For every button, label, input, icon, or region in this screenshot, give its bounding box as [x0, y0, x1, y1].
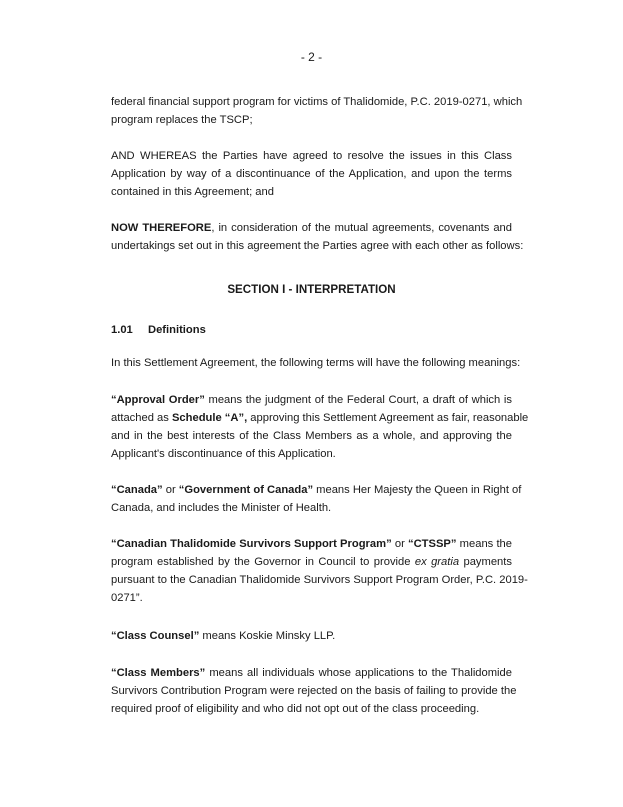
- paragraph-3-line-2: undertakings set out in this agreement the Parties agree with each other as follows:: [111, 240, 524, 252]
- term-ctssp: “CTSSP”: [408, 538, 457, 550]
- subsection-heading: [111, 324, 206, 336]
- def-text: means the judgment of the Federal Court, a draft of which is: [204, 394, 513, 406]
- def-text: program established by the Governor in Council to provide: [111, 556, 415, 568]
- term-canada: “Canada”: [111, 484, 163, 496]
- def-ctssp-line-1: [111, 535, 512, 553]
- paragraph-2-line-3: contained in this Agreement; and: [111, 186, 274, 198]
- def-class-members-line-2: Survivors Contribution Program were rejected on the basis of failing to provide the: [111, 685, 517, 697]
- def-approval-order-line-1: [111, 391, 512, 409]
- ex-gratia: ex gratia: [414, 556, 460, 568]
- def-approval-order-line-3: and in the best interests of the Class Members as a whole, and approving the: [111, 430, 512, 442]
- section-heading: SECTION I - INTERPRETATION: [227, 283, 396, 296]
- def-canada-line-2: Canada, and includes the Minister of Health.: [111, 502, 332, 514]
- def-ctssp-line-4: 0271”.: [111, 592, 143, 604]
- term-ctssp-full: “Canadian Thalidomide Survivors Support Program”: [111, 538, 392, 550]
- def-canada-line-1: [111, 481, 522, 499]
- term-approval-order: “Approval Order”: [111, 394, 205, 406]
- def-text: or: [391, 538, 408, 550]
- def-text: means all individuals whose applications to the Thalidomide: [205, 667, 512, 679]
- def-ctssp-line-3: pursuant to the Canadian Thalidomide Survivors Support Program Order, P.C. 2019-: [111, 574, 528, 586]
- subsection-title: Definitions: [148, 324, 206, 336]
- def-text: means Her Majesty the Queen in Right of: [313, 484, 522, 496]
- paragraph-3-line-1-text: , in consideration of the mutual agreements, covenants and: [211, 222, 512, 234]
- def-text: attached as: [111, 412, 172, 424]
- def-class-members-line-1: [111, 664, 512, 682]
- paragraph-2-line-1: AND WHEREAS the Parties have agreed to resolve the issues in this Class: [111, 150, 512, 162]
- term-class-members: “Class Members”: [111, 667, 206, 679]
- paragraph-2-line-2: Application by way of a discontinuance of the Application, and upon the terms: [111, 168, 512, 180]
- page-number: - 2 -: [300, 50, 323, 64]
- def-text: means Koskie Minsky LLP.: [199, 630, 336, 642]
- paragraph-3-line-1: [111, 219, 512, 237]
- now-therefore-lead: NOW THEREFORE: [111, 222, 212, 234]
- paragraph-1-line-1: federal financial support program for victims of Thalidomide, P.C. 2019-0271, which: [111, 96, 523, 108]
- definitions-intro: In this Settlement Agreement, the following terms will have the following meanings:: [111, 357, 521, 369]
- def-approval-order-line-2: [111, 409, 529, 427]
- def-class-counsel: [111, 627, 512, 645]
- def-ctssp-line-2: [111, 553, 512, 571]
- subsection-number: 1.01: [111, 324, 133, 336]
- def-text: payments: [459, 556, 512, 568]
- paragraph-1-line-2: program replaces the TSCP;: [111, 114, 253, 126]
- def-text: means the: [456, 538, 512, 550]
- def-class-members-line-3: required proof of eligibility and who did not opt out of the class proceeding.: [111, 703, 480, 715]
- term-government-of-canada: “Government of Canada”: [178, 484, 314, 496]
- def-text: approving this Settlement Agreement as fair, reasonable: [247, 412, 529, 424]
- def-text: or: [162, 484, 179, 496]
- schedule-a-ref: Schedule “A”,: [171, 412, 248, 424]
- def-approval-order-line-4: Applicant's discontinuance of this Application.: [111, 448, 336, 460]
- term-class-counsel: “Class Counsel”: [111, 630, 200, 642]
